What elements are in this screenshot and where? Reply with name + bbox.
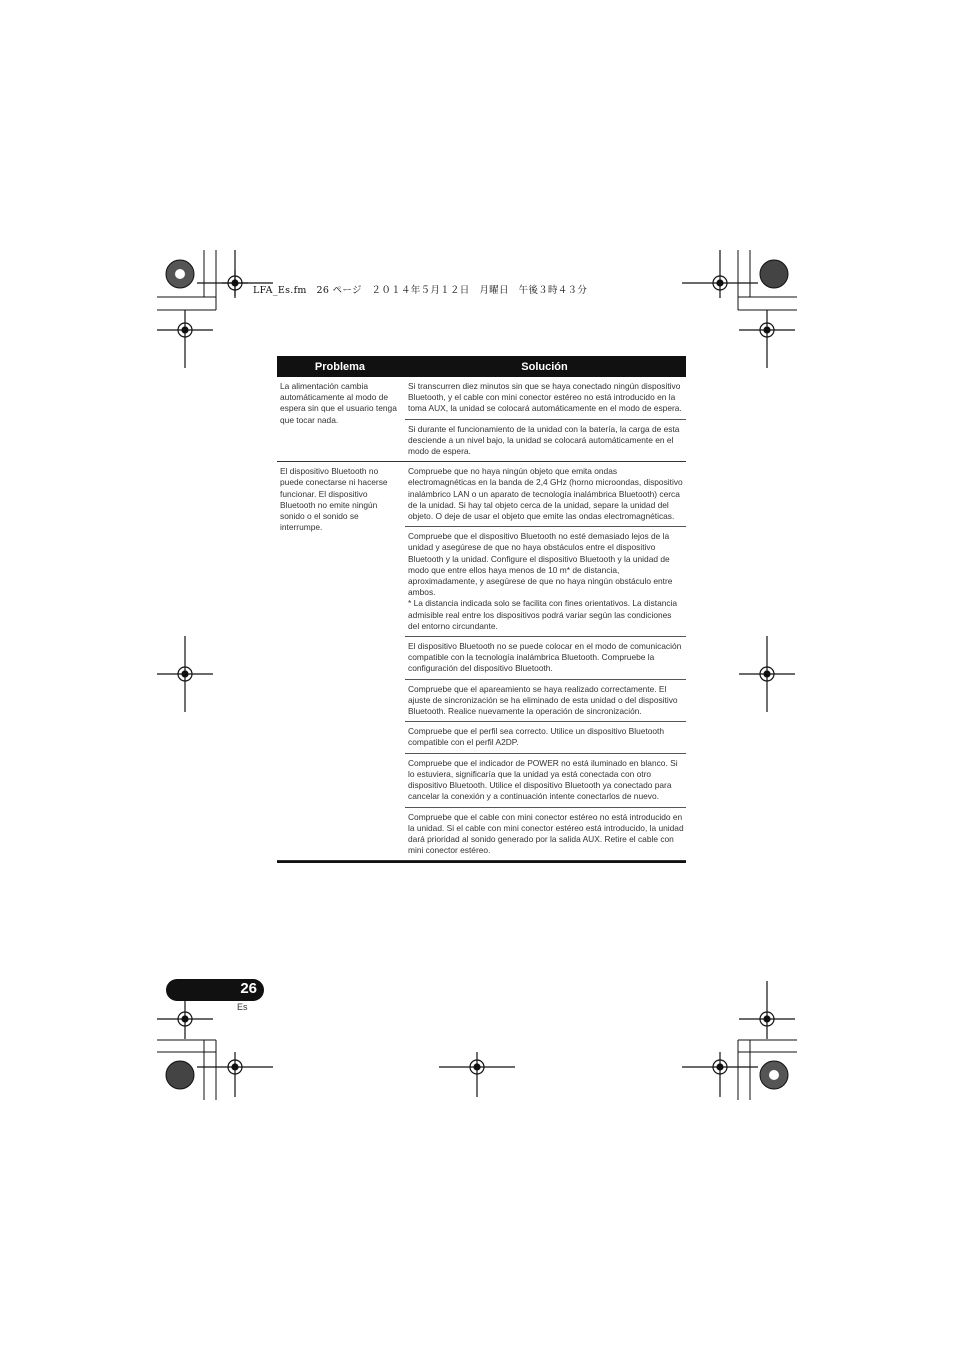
solution-cell: Compruebe que no haya ningún objeto que emita ondas electromagnéticas en la banda de 2,4 GHz (horno microondas, dispositivo inalámbrico LAN o un aparato de tecnología inalámbrica Bluetooth) cerca de la unidad. Si hay tal objeto cerca de la unidad, separe la unidad del objeto. O deje de usar el objeto que emite las ondas electromagnéticas. [405,462,686,527]
problem-cell: El dispositivo Bluetooth no puede conectarse ni hacerse funcionar. El dispositivo Bluetooth no emite ningún sonido o el sonido se interrumpe. [280,466,388,533]
table-bottom-rule [277,861,686,863]
solution-cell: Compruebe que el dispositivo Bluetooth no esté demasiado lejos de la unidad y asegúrese de que no haya obstáculos entre el dispositivo Bluetooth y la unidad. Configure el dispositivo Bluetooth y la unidad de modo que entre ellos haya menos de 10 m* de distancia, aproximadamente, y asegúrese de que no haya ningún obstáculo entre ambos. * La distancia indicada solo se facilita con fines orientativos. La distancia admisible real entre los dispositivos podrá variar según las condiciones del entorno circundante. [405,527,686,637]
table-row [277,462,686,861]
table-row [277,377,686,462]
solution-cell: El dispositivo Bluetooth no se puede colocar en el modo de comunicación compatible con la tecnología inalámbrica Bluetooth. Compruebe la configuración del dispositivo Bluetooth. [405,637,686,680]
troubleshooting-table [277,356,686,863]
problem-cell: La alimentación cambia automáticamente al modo de espera sin que el usuario tenga que tocar nada. [280,381,397,425]
solution-cell: Si transcurren diez minutos sin que se haya conectado ningún dispositivo Bluetooth, y el cable con mini conector estéreo no está introducido en la toma AUX, la unidad se colocará automáticamente en el modo de espera. [405,377,686,420]
col-header-solution: Solución [521,360,568,373]
table-header [277,356,686,377]
solution-cell: Compruebe que el apareamiento se haya realizado correctamente. El ajuste de sincronización se ha eliminado de esta unidad o del dispositivo Bluetooth. Realice nuevamente la operación de sincronización. [405,680,686,723]
solution-cell: Compruebe que el indicador de POWER no está iluminado en blanco. Si lo estuviera, significaría que la unidad ya está conectada con otro dispositivo Bluetooth. Utilice el dispositivo Bluetooth ya conectado para cancelar la conexión y a continuación intente conectarlos de nuevo. [405,754,686,808]
col-header-problem: Problema [314,360,366,373]
page-language: Es [237,1002,248,1012]
page-number: 26 [240,980,257,997]
solution-cell: Compruebe que el perfil sea correcto. Utilice un dispositivo Bluetooth compatible con el perfil A2DP. [405,722,686,753]
solution-cell: Compruebe que el cable con mini conector estéreo no está introducido en la unidad. Si el cable con mini conector estéreo está introducido, la unidad dará prioridad al sonido generado por la salida AUX. Retire el cable con mini conector estéreo. [408,811,684,856]
solution-cell: Si durante el funcionamiento de la unidad con la batería, la carga de esta desciende a un nivel bajo, la unidad se colocará automáticamente en el modo de espera. [408,423,680,457]
file-header-line: LFA_Es.fm 26 ページ ２０１４年５月１２日 月曜日 午後３時４３分 [253,285,588,296]
